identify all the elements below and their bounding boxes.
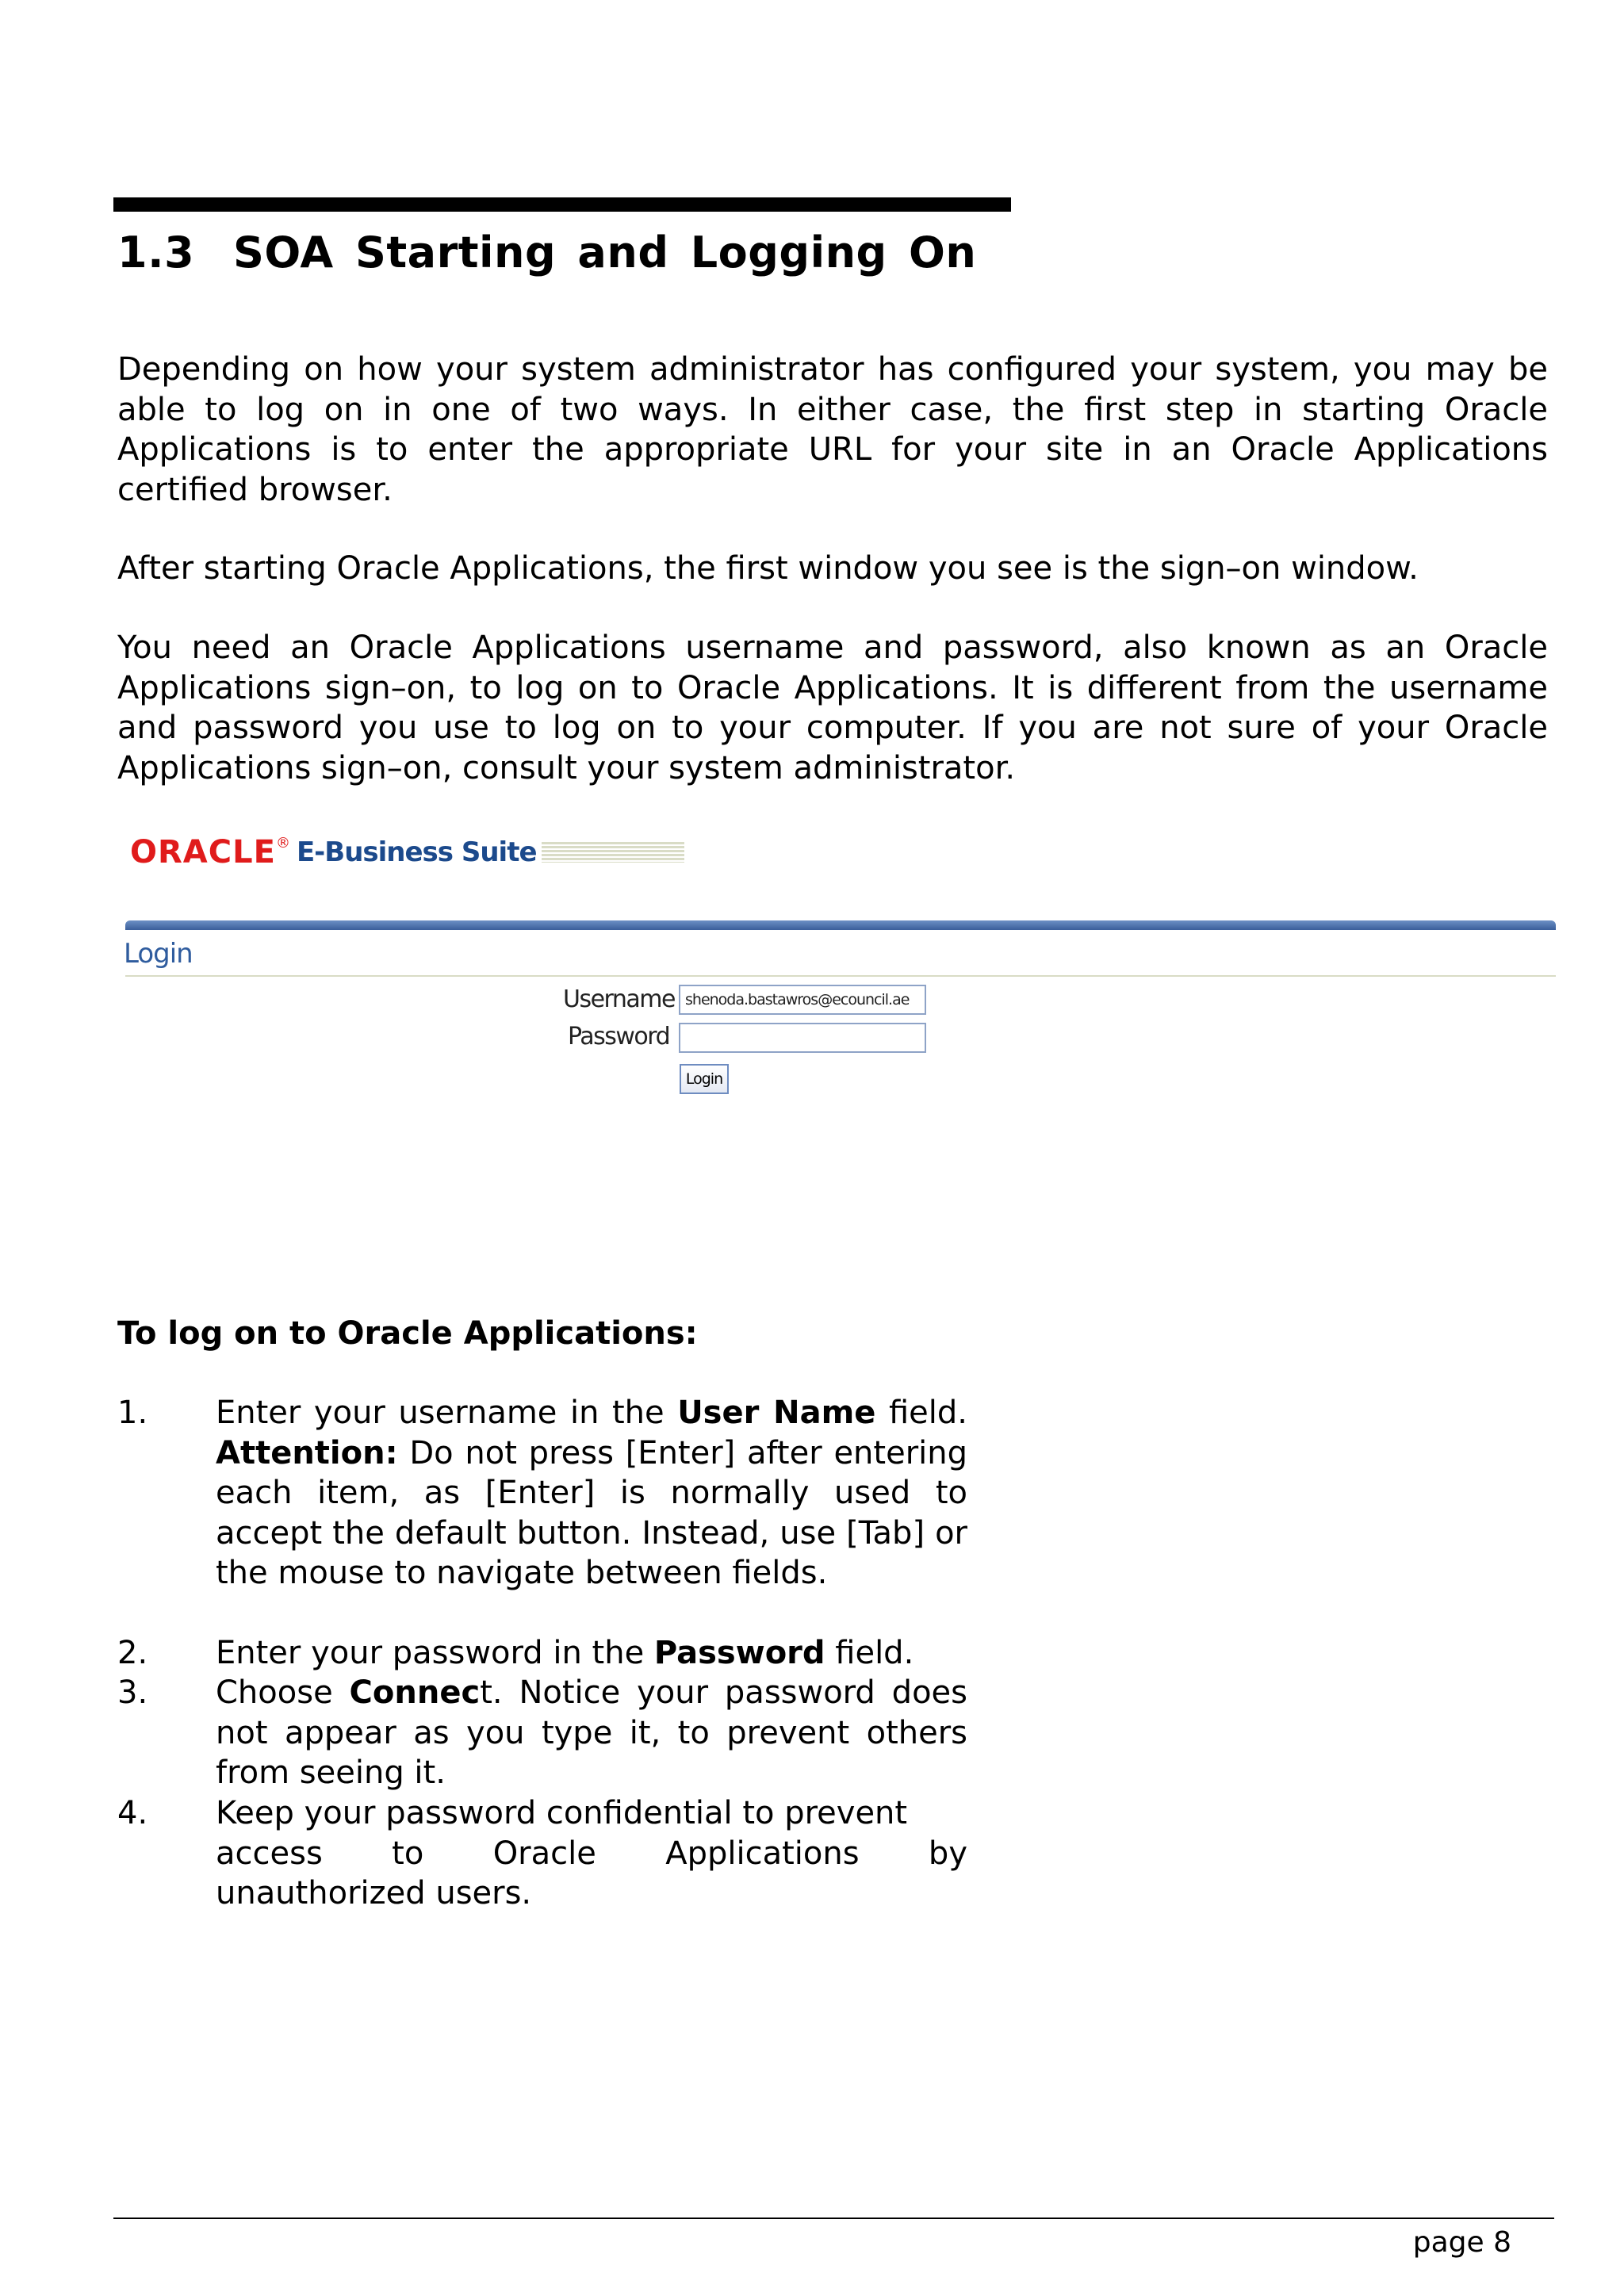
footer-rule xyxy=(113,2218,1554,2219)
step-2-part: Enter your password in the xyxy=(216,1635,654,1671)
step-3-number: 3. xyxy=(117,1674,148,1711)
step-1-text xyxy=(216,1393,967,1594)
step-2-number: 2. xyxy=(117,1635,148,1671)
step-3-part: t. Notice your password does not appear as you type it, to prevent others from seeing it. xyxy=(216,1674,967,1791)
intro-paragraph-2: After starting Oracle Applications, the first window you see is the sign–on window. xyxy=(117,550,1419,587)
step-4-line: Keep your password confidential to prevent xyxy=(216,1795,908,1831)
intro-paragraph-1: Depending on how your system administrator has configured your system, you may be able to log on in one of two ways. In either case, the first step in starting Oracle Applications is to enter the appropriate URL for your site in an Oracle Applications certified browser. xyxy=(117,351,1548,508)
section-heading xyxy=(117,224,976,281)
section-number: 1.3 xyxy=(117,228,195,277)
password-label: Password xyxy=(568,1023,670,1050)
step-2-text xyxy=(216,1633,967,1674)
step-2-part: field. xyxy=(825,1635,914,1671)
login-page-title: Login xyxy=(124,938,193,970)
password-input[interactable] xyxy=(679,1023,926,1053)
step-3-part: Choose xyxy=(216,1674,350,1711)
section-top-rule xyxy=(113,197,1011,212)
oracle-logo-text: ORACLE xyxy=(130,834,276,871)
oracle-ebs-logo xyxy=(130,821,684,884)
step-1-attention: Attention: xyxy=(216,1434,398,1471)
step-2-emphasis: Password xyxy=(653,1635,825,1671)
section-title: SOA Starting and Logging On xyxy=(233,228,977,277)
title-divider xyxy=(125,975,1556,977)
step-1-number: 1. xyxy=(117,1395,148,1431)
username-input[interactable]: shenoda.bastawros@ecouncil.ae xyxy=(679,985,926,1015)
step-3-emphasis: Connec xyxy=(349,1674,481,1711)
step-1-part: field. xyxy=(875,1395,967,1431)
logo-stripes-decoration xyxy=(542,842,684,863)
page-number: page 8 xyxy=(1412,2226,1511,2259)
product-name: E-Business Suite xyxy=(296,836,537,868)
login-button[interactable]: Login xyxy=(680,1064,729,1094)
step-4-text xyxy=(216,1793,967,1914)
header-bar xyxy=(125,920,1556,930)
username-label: Username xyxy=(563,985,675,1013)
step-4-line: access to Oracle Applications by xyxy=(216,1835,967,1872)
registered-mark-icon: ® xyxy=(275,834,290,851)
step-3-text xyxy=(216,1673,967,1793)
step-4-line: unauthorized users. xyxy=(216,1875,532,1911)
oracle-login-screenshot xyxy=(119,821,1556,1122)
step-1-emphasis: User Name xyxy=(677,1395,876,1431)
step-1-part: Enter your username in the xyxy=(216,1395,678,1431)
intro-paragraph-3: You need an Oracle Applications username and password, also known as an Oracle Applications sign–on, to log on to Oracle Applications. It is different from the username and password you use to log on to your computer. If you are not sure of your Oracle Applications sign–on, consult your system administrator. xyxy=(117,629,1548,786)
procedure-title: To log on to Oracle Applications: xyxy=(117,1315,698,1352)
step-1-part: Do not press [Enter] after entering each item, as [Enter] is normally used to accept the default button. Instead, use [Tab] or the mouse to navigate between fields. xyxy=(216,1434,967,1591)
step-4-number: 4. xyxy=(117,1795,148,1831)
